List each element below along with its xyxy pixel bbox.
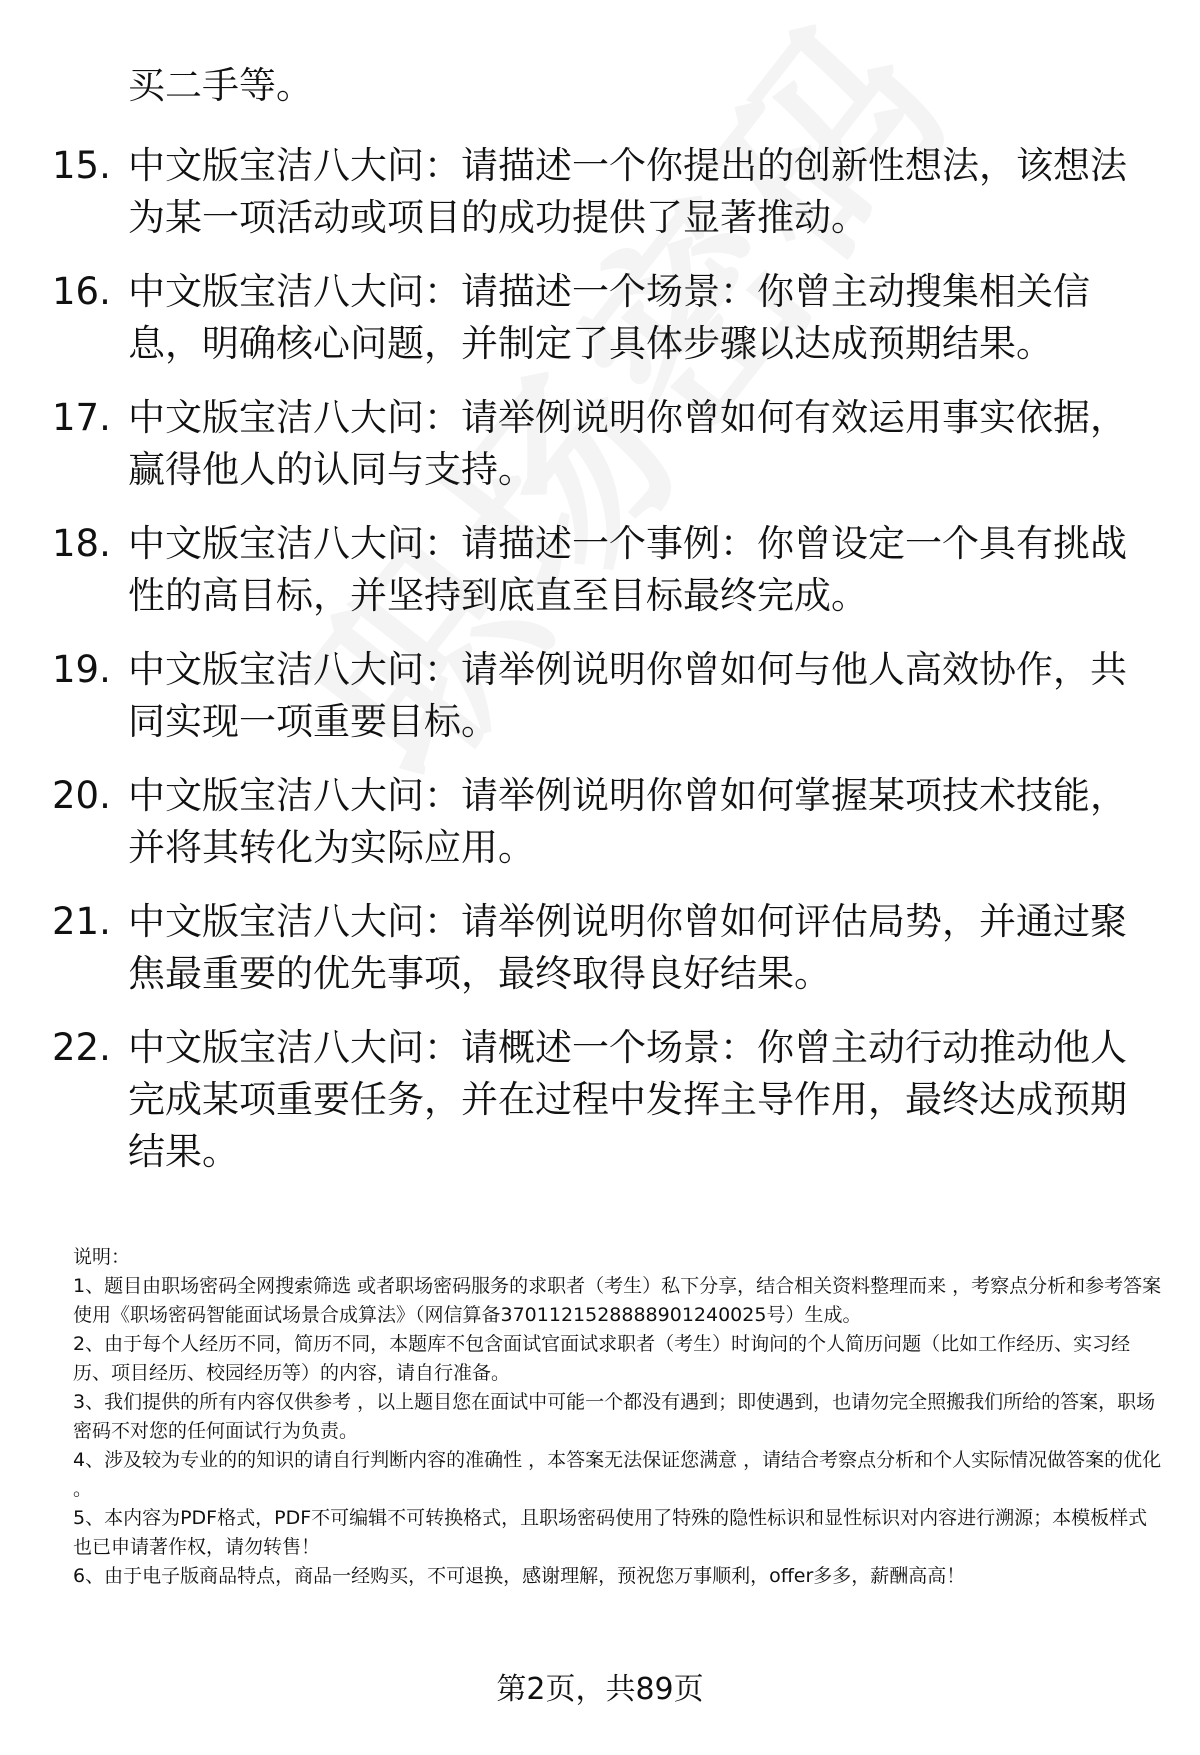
- question-number: 19.: [52, 648, 111, 691]
- question-text: 中文版宝洁八大问：请举例说明你曾如何掌握某项技术技能，并将其转化为实际应用。: [128, 774, 1127, 869]
- note-item: 6、由于电子版商品特点，商品一经购买，不可退换，感谢理解，预祝您万事顺利，offer多多，薪酬高高！: [73, 1565, 966, 1587]
- question-item: [0, 1022, 1200, 1178]
- question-item: [0, 770, 1200, 874]
- note-item: 1、题目由职场密码全网搜索筛选 或者职场密码服务的求职者（考生）私下分享，结合相关资料整理而来 ，考察点分析和参考答案使用《职场密码智能面试场景合成算法》（网信算备3701121528888901240025号）生成。: [73, 1275, 1162, 1326]
- notes-section: [73, 1243, 1163, 1591]
- question-text: 中文版宝洁八大问：请描述一个场景：你曾主动搜集相关信息，明确核心问题，并制定了具体步骤以达成预期结果。: [128, 270, 1090, 365]
- note-item: 4、涉及较为专业的的知识的请自行判断内容的准确性 ，本答案无法保证您满意 ，请结合考察点分析和个人实际情况做答案的优化 。: [73, 1449, 1162, 1500]
- question-item: [0, 140, 1200, 244]
- continued-text: 买二手等。: [128, 64, 313, 107]
- page-number-footer: 第2页，共89页: [496, 1672, 704, 1707]
- question-item: [0, 896, 1200, 1000]
- question-text: 中文版宝洁八大问：请描述一个你提出的创新性想法，该想法为某一项活动或项目的成功提供了显著推动。: [128, 144, 1127, 239]
- question-number: 21.: [52, 900, 111, 943]
- note-item: 2、由于每个人经历不同，简历不同，本题库不包含面试官面试求职者（考生）时询问的个人简历问题（比如工作经历、实习经历、项目经历、校园经历等）的内容，请自行准备。: [73, 1333, 1131, 1384]
- question-number: 18.: [52, 522, 111, 565]
- question-number: 16.: [52, 270, 111, 313]
- question-number: 20.: [52, 774, 111, 817]
- question-number: 15.: [52, 144, 111, 187]
- question-item: [0, 392, 1200, 496]
- question-text: 中文版宝洁八大问：请举例说明你曾如何有效运用事实依据，赢得他人的认同与支持。: [128, 396, 1127, 491]
- question-text: 中文版宝洁八大问：请概述一个场景：你曾主动行动推动他人完成某项重要任务，并在过程中发挥主导作用，最终达成预期结果。: [128, 1026, 1127, 1173]
- question-text: 中文版宝洁八大问：请举例说明你曾如何评估局势，并通过聚焦最重要的优先事项，最终取得良好结果。: [128, 900, 1127, 995]
- question-item: [0, 266, 1200, 370]
- question-item: [0, 644, 1200, 748]
- note-item: 3、我们提供的所有内容仅供参考 ，以上题目您在面试中可能一个都没有遇到；即使遇到，也请勿完全照搬我们所给的答案，职场密码不对您的任何面试行为负责。: [73, 1391, 1156, 1442]
- question-number: 22.: [52, 1026, 111, 1069]
- question-item: [0, 518, 1200, 622]
- question-number: 17.: [52, 396, 111, 439]
- question-text: 中文版宝洁八大问：请描述一个事例：你曾设定一个具有挑战性的高目标，并坚持到底直至目标最终完成。: [128, 522, 1127, 617]
- notes-title: 说明：: [73, 1246, 131, 1268]
- question-list: [0, 140, 1200, 1200]
- note-item: 5、本内容为PDF格式，PDF不可编辑不可转换格式，且职场密码使用了特殊的隐性标识和显性标识对内容进行溯源；本模板样式也已申请著作权，请勿转售！: [73, 1507, 1148, 1558]
- question-text: 中文版宝洁八大问：请举例说明你曾如何与他人高效协作，共同实现一项重要目标。: [128, 648, 1127, 743]
